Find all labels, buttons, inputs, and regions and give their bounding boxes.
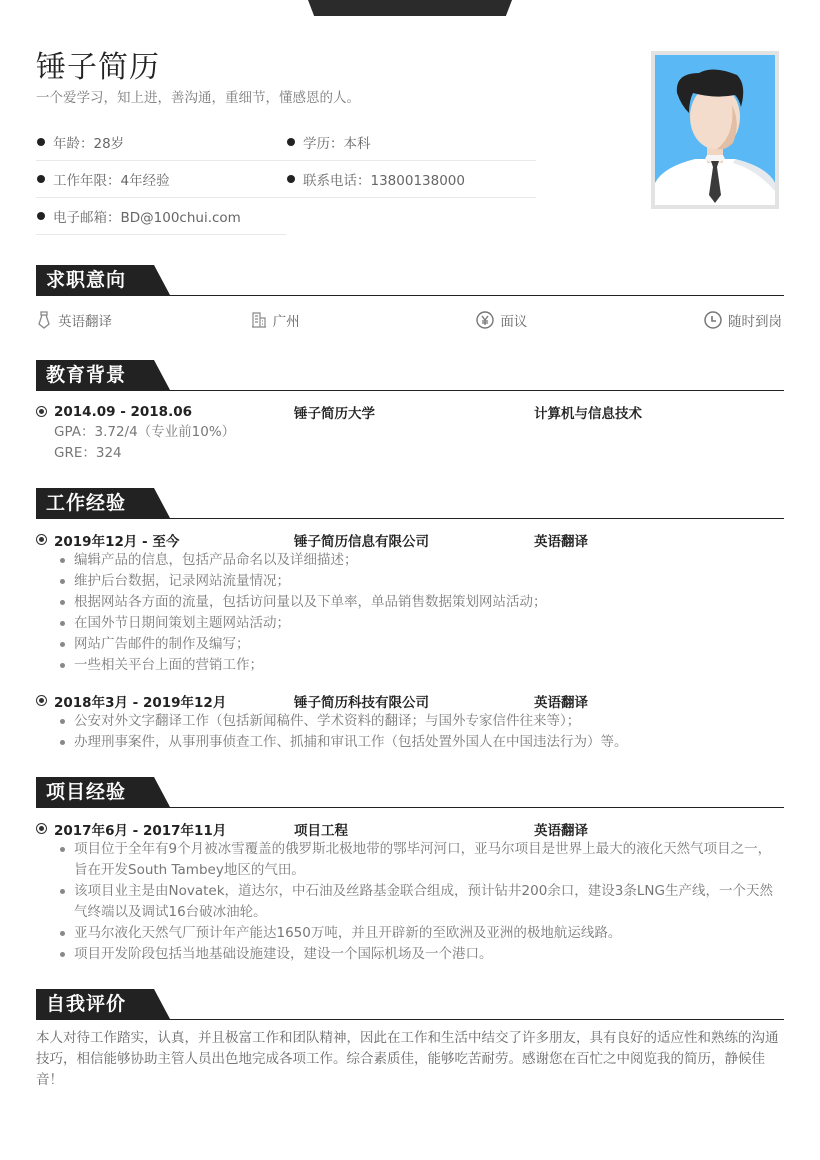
work-bullet: 办理刑事案件，从事刑事侦查工作、抓捕和审讯工作（包括处置外国人在中国违法行为）等。 xyxy=(58,732,784,753)
work-bullet: 维护后台数据，记录网站流量情况； xyxy=(58,571,784,592)
section-job-intent xyxy=(36,266,784,330)
work-period: 2018年3月 - 2019年12月 xyxy=(54,694,227,711)
project-bullet: 该项目业主是由Novatek，道达尔，中石油及丝路基金联合组成，预计钻井200余口，建设3条LNG生产线，一个天然气终端以及调试16台破冰油轮。 xyxy=(58,881,784,923)
entry-marker-icon xyxy=(36,823,47,834)
work-bullet: 公安对外文字翻译工作（包括新闻稿件、学术资料的翻译；与国外专家信件往来等）； xyxy=(58,711,784,732)
project-entry xyxy=(36,808,784,965)
bullet-icon xyxy=(37,212,45,220)
project-period: 2017年6月 - 2017年11月 xyxy=(54,822,227,839)
basic-info xyxy=(36,124,536,235)
education-period: 2014.09 - 2018.06 xyxy=(54,403,192,420)
entry-marker-icon xyxy=(36,534,47,545)
section-title: 教育背景 xyxy=(36,360,154,390)
education-entry xyxy=(36,391,784,464)
entry-marker-icon xyxy=(36,406,47,417)
work-company: 锤子简历科技有限公司 xyxy=(294,694,429,711)
bullet-icon xyxy=(37,138,45,146)
work-bullet: 一些相关平台上面的营销工作； xyxy=(58,655,784,676)
intent-city: 广州 xyxy=(251,310,300,330)
building-icon xyxy=(251,312,267,328)
work-role: 英语翻译 xyxy=(534,694,588,711)
work-bullet: 网站广告邮件的制作及编写； xyxy=(58,634,784,655)
education-major: 计算机与信息技术 xyxy=(534,405,642,422)
work-bullet: 根据网站各方面的流量，包括访问量以及下单率，单品销售数据策划网站活动； xyxy=(58,592,784,613)
project-name: 项目工程 xyxy=(294,822,348,839)
work-entry xyxy=(36,519,784,676)
section-self-evaluation xyxy=(36,990,784,1091)
info-education: 学历：本科 xyxy=(286,124,536,161)
section-education xyxy=(36,361,784,464)
bullet-icon xyxy=(37,175,45,183)
section-title: 求职意向 xyxy=(36,265,154,295)
work-bullet: 编辑产品的信息，包括产品命名以及详细描述； xyxy=(58,550,784,571)
section-title: 项目经验 xyxy=(36,777,154,807)
section-title: 自我评价 xyxy=(36,989,154,1019)
yen-icon xyxy=(476,311,494,329)
work-company: 锤子简历信息有限公司 xyxy=(294,533,429,550)
intent-position: 英语翻译 xyxy=(36,310,112,330)
info-experience: 工作年限：4年经验 xyxy=(36,161,286,198)
avatar-photo xyxy=(651,51,779,209)
top-decor-tab xyxy=(308,0,512,16)
education-school: 锤子简历大学 xyxy=(294,405,375,422)
intent-availability: 随时到岗 xyxy=(704,310,782,330)
project-bullet: 项目开发阶段包括当地基础设施建设，建设一个国际机场及一个港口。 xyxy=(58,944,784,965)
education-gpa: GPA：3.72/4（专业前10%） xyxy=(54,424,236,440)
tie-icon xyxy=(36,311,52,329)
work-period: 2019年12月 - 至今 xyxy=(54,533,180,550)
self-evaluation-text: 本人对待工作踏实，认真，并且极富工作和团队精神，因此在工作和生活中结交了许多朋友，具有良好的适应性和熟练的沟通技巧，相信能够协助主管人员出色地完成各项工作。综合素质佳，能够吃苦耐劳。感谢您在百忙之中阅览我的简历，静候佳音！ xyxy=(36,1030,779,1088)
motto: 一个爱学习，知上进，善沟通，重细节，懂感恩的人。 xyxy=(36,90,360,106)
resume-name: 锤子简历 xyxy=(36,50,160,85)
info-phone: 联系电话：13800138000 xyxy=(286,161,536,198)
section-work xyxy=(36,489,784,753)
bullet-icon xyxy=(287,138,295,146)
clock-icon xyxy=(704,311,722,329)
work-bullet: 在国外节日期间策划主题网站活动； xyxy=(58,613,784,634)
info-email: 电子邮箱：BD@100chui.com xyxy=(36,198,286,235)
entry-marker-icon xyxy=(36,695,47,706)
section-title: 工作经验 xyxy=(36,488,154,518)
education-gre: GRE：324 xyxy=(54,445,122,461)
section-project xyxy=(36,778,784,965)
bullet-icon xyxy=(287,175,295,183)
work-role: 英语翻译 xyxy=(534,533,588,550)
avatar-icon xyxy=(655,55,775,205)
project-bullet: 项目位于全年有9个月被冰雪覆盖的俄罗斯北极地带的鄂毕河河口，亚马尔项目是世界上最大的液化天然气项目之一，旨在开发South Tambey地区的气田。 xyxy=(58,839,784,881)
work-entry xyxy=(36,676,784,753)
info-age: 年龄：28岁 xyxy=(36,124,286,161)
intent-salary: 面议 xyxy=(476,310,527,330)
project-bullet: 亚马尔液化天然气厂预计年产能达1650万吨，并且开辟新的至欧洲及亚洲的极地航运线路。 xyxy=(58,923,784,944)
project-role: 英语翻译 xyxy=(534,822,588,839)
